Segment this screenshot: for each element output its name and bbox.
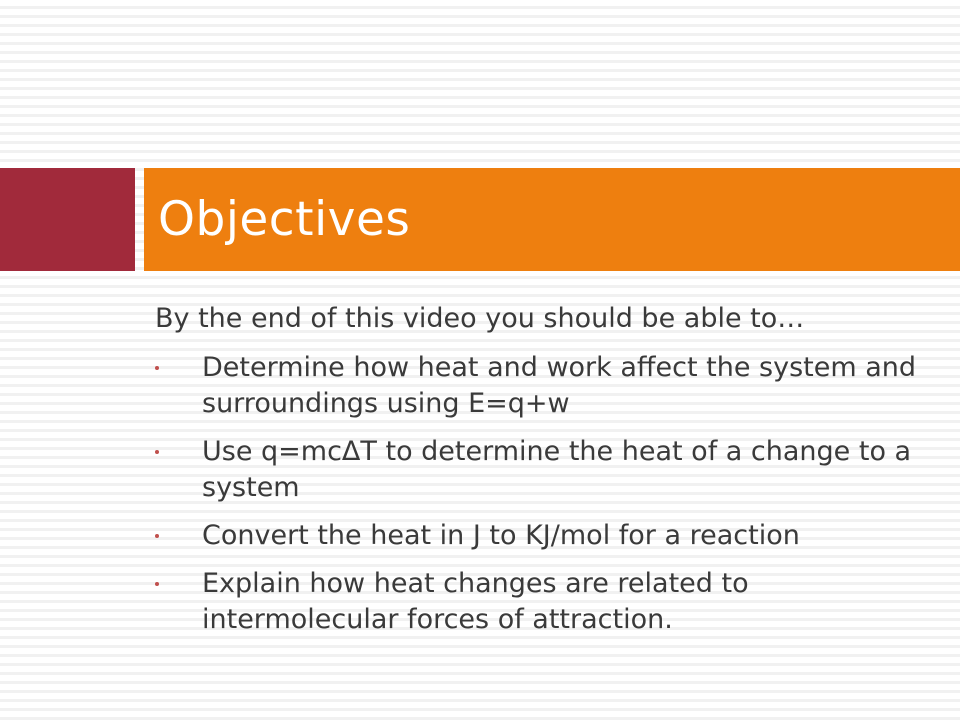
accent-block (0, 168, 135, 271)
list-item (155, 434, 945, 506)
bullet-text: Convert the heat in J to KJ/mol for a reaction (202, 520, 800, 551)
slide-content (155, 300, 945, 650)
slide-title: Objectives (158, 192, 411, 247)
bullet-dot-icon (155, 366, 159, 370)
bullet-text: Explain how heat changes are related to intermolecular forces of attraction. (202, 568, 749, 635)
bullet-text: Determine how heat and work affect the system and surroundings using E=q+w (202, 352, 917, 419)
objectives-list (155, 350, 945, 638)
list-item (155, 566, 945, 638)
bullet-dot-icon (155, 582, 159, 586)
intro-text: By the end of this video you should be able to… (155, 303, 805, 334)
title-bar (144, 168, 960, 271)
bullet-text: Use q=mcΔT to determine the heat of a change to a system (202, 436, 912, 503)
list-item (155, 518, 945, 554)
list-item (155, 350, 945, 422)
bullet-dot-icon (155, 450, 159, 454)
bullet-dot-icon (155, 534, 159, 538)
